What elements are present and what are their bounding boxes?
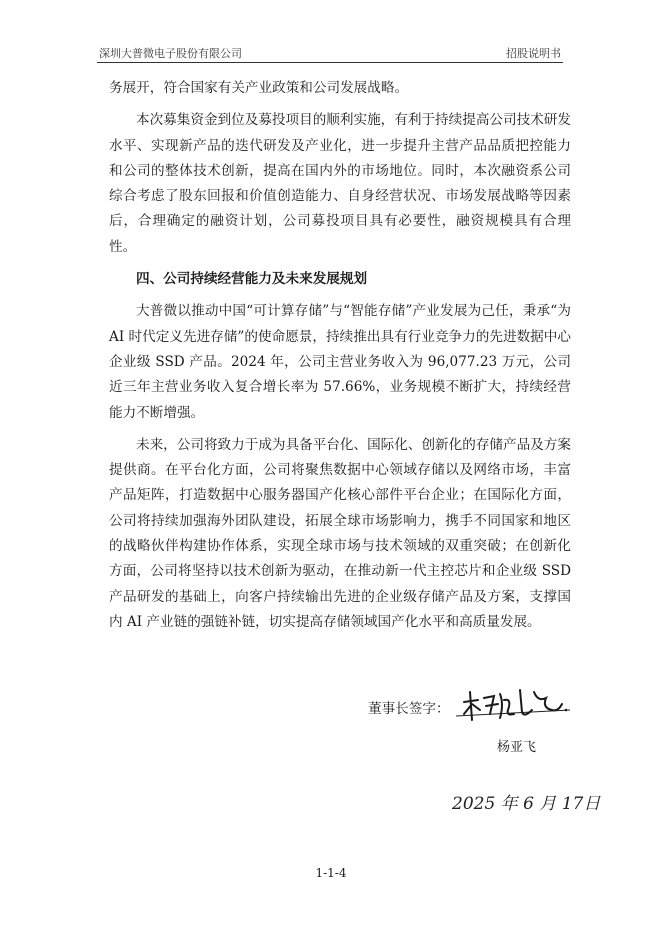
document-body — [109, 76, 571, 642]
paragraph-continuation: 务展开，符合国家有关产业政策和公司发展战略。 — [109, 80, 409, 96]
handwritten-signature — [442, 680, 577, 730]
paragraph-fundraising: 本次募集资金到位及募投项目的顺利实施，有利于持续提高公司技术研发水平、实现新产品的迭代研发及产业化，进一步提升主营产品品质把控能力和公司的整体技术创新，提高在国内外的市场地位。同时，本次融资系公司综合考虑了股东回报和价值创造能力、自身经营状况、市场发展战略等因素后，合理确定的融资计划，公司募投项目具有必要性，融资规模具有合理性。 — [109, 112, 571, 255]
signature-label: 董事长签字： — [368, 701, 450, 717]
paragraph-future-plan: 未来，公司将致力于成为具备平台化、国际化、创新化的存储产品及方案提供商。在平台化方面，公司将聚焦数据中心领域存储以及网络市场，丰富产品矩阵，打造数据中心服务器国产化核心部件平台企业；在国际化方面，公司将持续加强海外团队建设，拓展全球市场影响力，携手不同国家和地区的战略伙伴构建协作体系，实现全球市场与技术领域的双重突破；在创新化方面，公司将坚持以技术创新为驱动，在推动新一代主控芯片和企业级 SSD 产品研发的基础上，向客户持续输出先进的企业级存储产品及方案，支撑国内 AI 产业链的强链补链，切实提高存储领域国产化水平和高质量发展。 — [109, 436, 571, 630]
page-number: 1-1-4 — [315, 866, 347, 880]
header-doc-type: 招股说明书 — [506, 47, 561, 60]
handwritten-date — [450, 788, 601, 816]
paragraph-operations: 大普微以推动中国“可计算存储”与“智能存储”产业发展为己任，秉承“为 AI 时代定义先进存储”的使命愿景，持续推出具有行业竞争力的先进数据中心企业级 SSD 产品。2024 年，公司主营业务收入为 96,077.23 万元，公司近三年主营业务收入复合增长率为 57.66%，业务规模不断扩大，持续经营能力不断增强。 — [109, 303, 571, 421]
section-heading: 四、公司持续经营能力及未来发展规划 — [136, 271, 368, 288]
header-company: 深圳大普微电子股份有限公司 — [99, 47, 242, 60]
page-header — [97, 42, 563, 63]
date-text: 2025 年 6 月 17日 — [452, 794, 601, 814]
signer-name: 杨亚飞 — [497, 740, 537, 755]
